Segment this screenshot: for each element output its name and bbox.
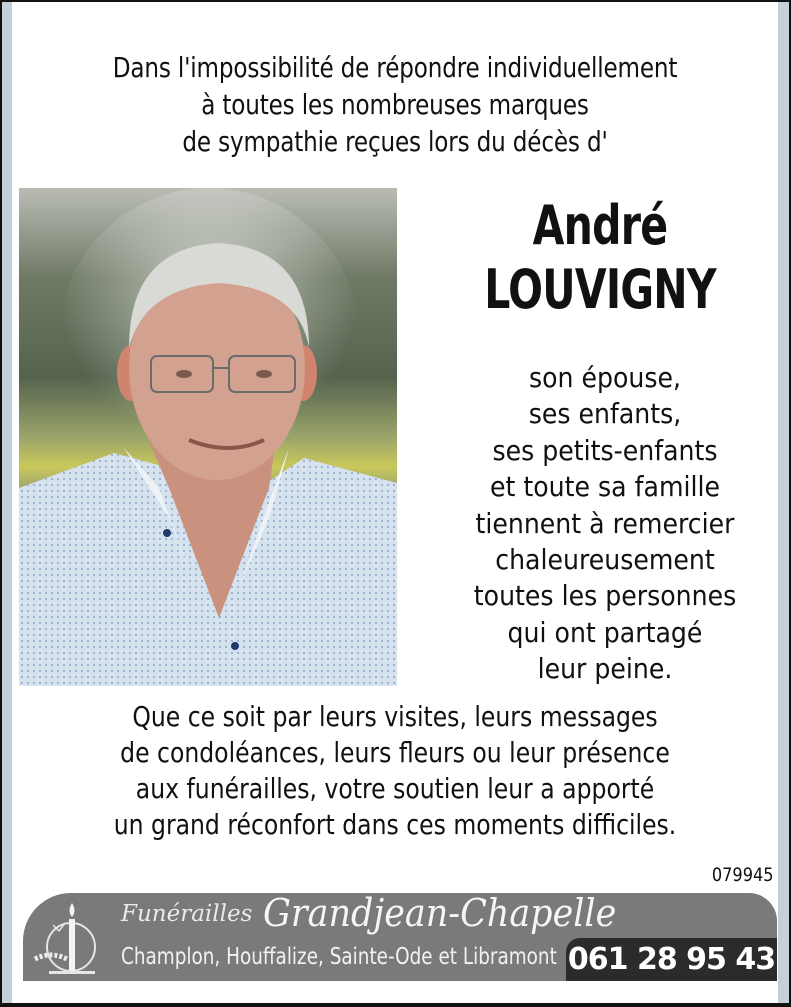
family-line: son épouse, [528, 361, 682, 394]
family-line: leur peine. [537, 652, 673, 686]
intro-text [73, 50, 716, 161]
notice-paper [12, 2, 778, 1003]
intro-line: Dans l'impossibilité de répondre individuellement [112, 52, 678, 84]
company-name: Grandjean-Chapelle [263, 893, 617, 935]
family-line: toutes les personnes [473, 579, 737, 613]
phone-number[interactable]: 061 28 95 43 [566, 938, 777, 981]
family-line: ses enfants, [528, 397, 682, 431]
family-line: tiennent à remercier [475, 506, 735, 540]
funerailles-label: Funérailles [121, 901, 253, 927]
portrait-photo-icon [19, 188, 397, 686]
locations: Champlon, Houffalize, Sainte-Ode et Libramont [121, 944, 557, 970]
intro-line: de sympathie reçues lors du décès d' [182, 126, 608, 158]
closing-line: aux funérailles, votre soutien leur a apporté [135, 772, 655, 805]
family-text [436, 360, 774, 688]
closing-line: de condoléances, leurs fleurs ou leur présence [120, 736, 670, 769]
closing-line: Que ce soit par leurs visites, leurs messages [132, 700, 658, 733]
family-line: chaleureusement [495, 543, 715, 577]
notice-frame [2, 2, 789, 1003]
family-line: et toute sa famille [489, 470, 721, 504]
intro-line: à toutes les nombreuses marques [201, 89, 589, 121]
candle-wheat-dove-logo-icon [31, 897, 103, 979]
closing-line: un grand réconfort dans ces moments difficiles. [113, 808, 677, 841]
family-line: ses petits-enfants [492, 433, 718, 467]
first-name: André [532, 194, 668, 257]
closing-text [73, 699, 716, 843]
deceased-photo [19, 188, 397, 686]
deceased-name [457, 194, 743, 322]
funeral-home-banner [23, 893, 777, 981]
last-name: LOUVIGNY [484, 258, 716, 321]
reference-number: 079945 [712, 864, 774, 886]
family-line: qui ont partagé [507, 615, 703, 649]
